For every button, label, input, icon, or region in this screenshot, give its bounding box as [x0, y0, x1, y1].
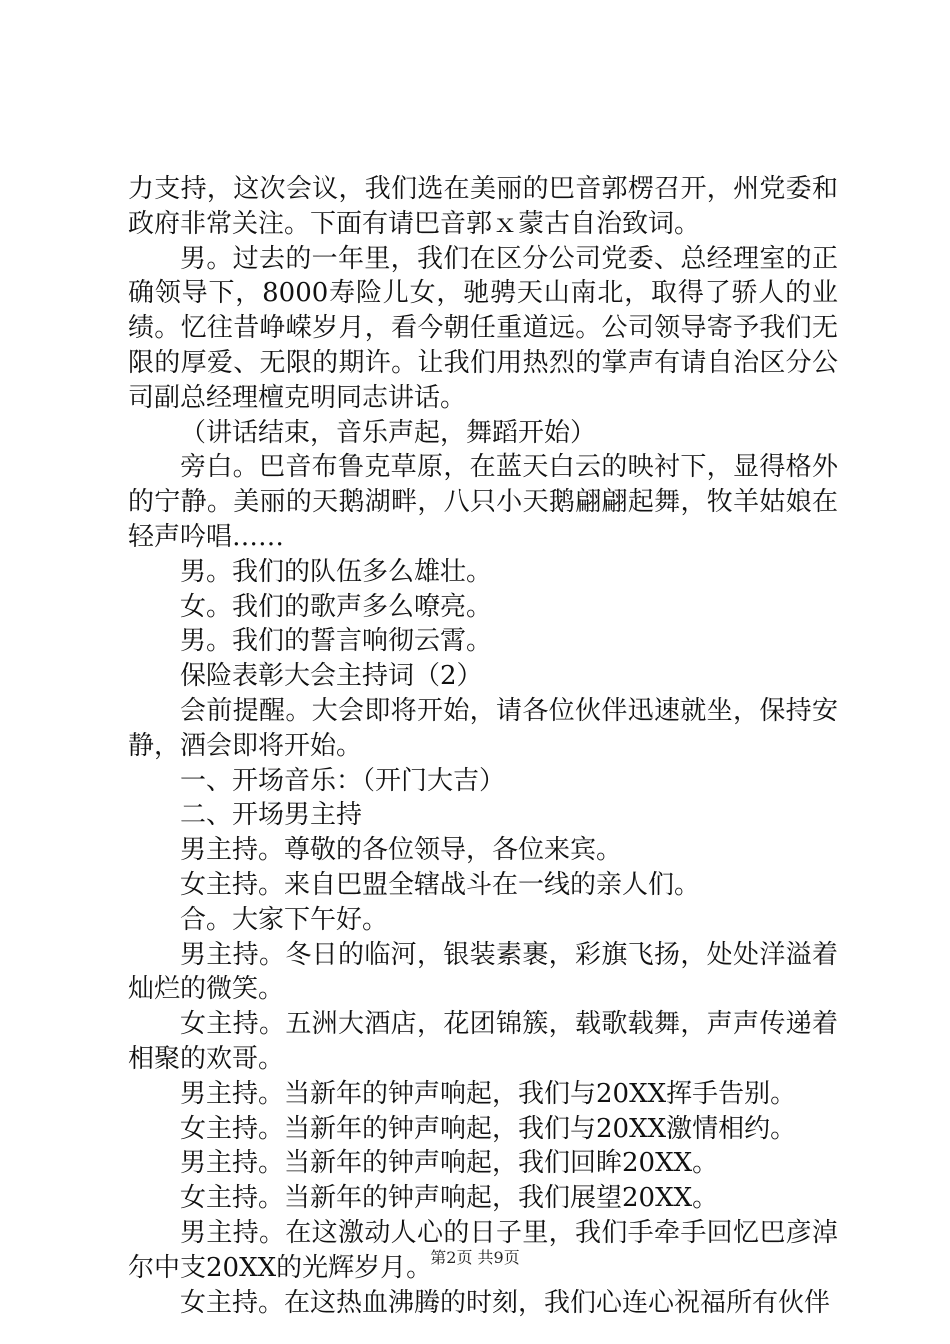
paragraph: 女主持。当新年的钟声响起，我们展望20XX。 — [180, 1183, 719, 1214]
paragraph: 男主持。冬日的临河，银装素裹，彩旗飞扬，处处洋溢着灿烂的微笑。 — [128, 939, 838, 1005]
paragraph: 女主持。当新年的钟声响起，我们与20XX激情相约。 — [180, 1113, 797, 1144]
document-body — [128, 172, 838, 1320]
section-heading: 保险表彰大会主持词（2） — [180, 661, 483, 692]
paragraph: 二、开场男主持 — [180, 800, 363, 831]
paragraph: 男主持。当新年的钟声响起，我们与20XX挥手告别。 — [180, 1078, 797, 1109]
paragraph: 女。我们的歌声多么嘹亮。 — [180, 591, 493, 622]
paragraph: 男。过去的一年里，我们在区分公司党委、总经理室的正确领导下，8000寿险儿女，驰骋天山南北，取得了骄人的业绩。忆往昔峥嵘岁月，看今朝任重道远。公司领导寄予我们无限的厚爱、无限的期许。让我们用热烈的掌声有请自治区分公司副总经理檀克明同志讲话。 — [128, 243, 838, 413]
paragraph: 一、开场音乐：（开门大吉） — [180, 765, 506, 796]
paragraph: 男主持。在这激动人心的日子里，我们手牵手回忆巴彦淖尔中支20XX的光辉岁月。 — [128, 1217, 838, 1283]
paragraph: 旁白。巴音布鲁克草原，在蓝天白云的映衬下，显得格外的宁静。美丽的天鹅湖畔，八只小天鹅翩翩起舞，牧羊姑娘在轻声吟唱…… — [128, 452, 838, 552]
paragraph: 女主持。在这热血沸腾的时刻，我们心连心祝福所有伙伴 — [180, 1287, 831, 1318]
paragraph: 男。我们的队伍多么雄壮。 — [180, 556, 493, 587]
paragraph: 合。大家下午好。 — [180, 904, 389, 935]
paragraph: 会前提醒。大会即将开始，请各位伙伴迅速就坐，保持安静，酒会即将开始。 — [128, 695, 838, 761]
paragraph: 男主持。当新年的钟声响起，我们回眸20XX。 — [180, 1148, 719, 1179]
paragraph: 女主持。来自巴盟全辖战斗在一线的亲人们。 — [180, 869, 701, 900]
paragraph: 女主持。五洲大酒店，花团锦簇，载歌载舞，声声传递着相聚的欢哥。 — [128, 1009, 838, 1074]
paragraph: （讲话结束，音乐声起，舞蹈开始） — [180, 417, 597, 448]
paragraph: 力支持，这次会议，我们选在美丽的巴音郭楞召开，州党委和政府非常关注。下面有请巴音郭ｘ蒙古自治致词。 — [128, 174, 838, 239]
paragraph: 男主持。尊敬的各位领导，各位来宾。 — [180, 835, 623, 866]
page-number-footer: 第2页 共9页 — [430, 1248, 520, 1267]
paragraph: 男。我们的誓言响彻云霄。 — [180, 626, 493, 657]
